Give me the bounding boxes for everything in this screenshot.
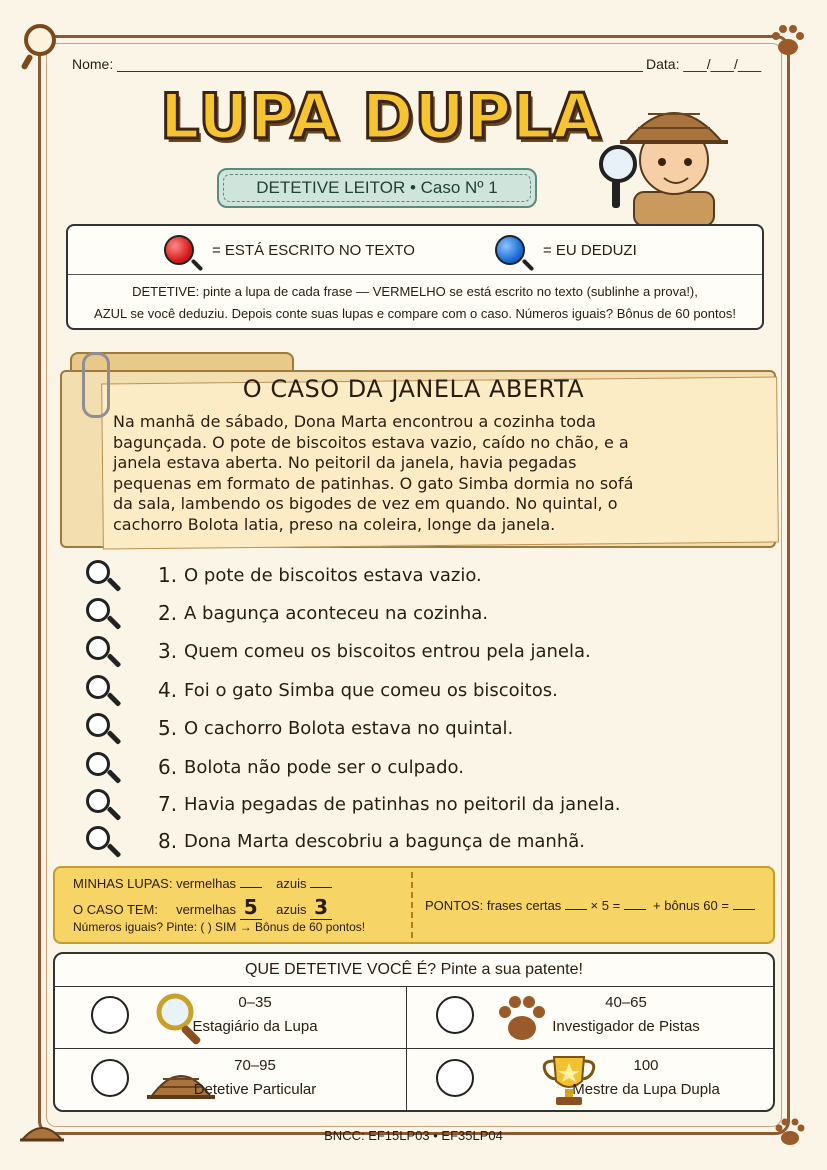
case-has-row: [73, 895, 332, 920]
rank-name: Detetive Particular: [193, 1081, 317, 1098]
case-text: [113, 412, 723, 535]
name-row: [72, 56, 643, 72]
question-number: 8.: [158, 829, 178, 853]
blue-word: azuis: [276, 902, 307, 917]
case-title: O CASO DA JANELA ABERTA: [242, 375, 585, 403]
rank-cell: [406, 1049, 765, 1112]
case-subtitle-badge: [217, 168, 537, 208]
question-row: [86, 786, 621, 822]
correct-count-field[interactable]: [565, 909, 587, 910]
question-text: Dona Marta descobriu a bagunça de manhã.: [184, 830, 586, 852]
question-number: 5.: [158, 716, 178, 740]
case-subtitle-text: DETETIVE LEITOR • Caso Nº 1: [256, 178, 498, 197]
rank-checkbox[interactable]: [91, 1059, 129, 1097]
name-label: Nome:: [72, 56, 114, 72]
case-has-label: O CASO TEM:: [73, 902, 158, 917]
page-title: LUPA DUPLA: [160, 80, 602, 153]
rank-range: 40–65: [605, 994, 647, 1011]
rank-name: Investigador de Pistas: [552, 1018, 700, 1035]
points-formula-2: + bônus 60 =: [653, 898, 729, 913]
my-blue-count-field[interactable]: [310, 887, 332, 888]
question-text: A bagunça aconteceu na cozinha.: [184, 602, 489, 624]
question-text: O pote de biscoitos estava vazio.: [184, 564, 482, 586]
legend-box: [66, 224, 764, 330]
rank-range: 70–95: [234, 1057, 276, 1074]
rank-checkbox[interactable]: [91, 996, 129, 1034]
case-line: Na manhã de sábado, Dona Marta encontrou a cozinha toda: [113, 412, 596, 431]
magnifier-icon[interactable]: [86, 598, 116, 628]
rank-cell: [55, 1049, 414, 1112]
paw-corner-icon: [768, 22, 808, 58]
detective-boy-illustration: [598, 84, 748, 226]
name-field[interactable]: [117, 71, 643, 72]
score-panel: [53, 866, 775, 944]
magnifier-corner-icon: [18, 20, 62, 70]
instructions: [68, 275, 762, 325]
red-word: vermelhas: [176, 902, 237, 917]
case-line: da sala, lambendo os bigodes de vez em quando. No quintal, o: [113, 494, 618, 513]
question-row: [86, 672, 558, 708]
question-row: [86, 749, 464, 785]
question-text: Quem comeu os biscoitos entrou pela janela.: [184, 640, 591, 662]
case-line: cachorro Bolota latia, preso na coleira, longe da janela.: [113, 514, 556, 534]
question-row: [86, 710, 514, 746]
magnifier-icon[interactable]: [86, 560, 116, 590]
question-number: 3.: [158, 639, 178, 663]
my-lupas-row: [73, 876, 332, 891]
rank-name: Estagiário da Lupa: [192, 1018, 318, 1035]
blue-magnifier-icon: [495, 235, 525, 265]
date-label: Data:: [646, 56, 680, 72]
question-number: 7.: [158, 792, 178, 816]
question-row: [86, 595, 489, 631]
case-blue-count: 3: [310, 895, 332, 920]
case-red-count: 5: [240, 895, 262, 920]
points-label: PONTOS: frases certas: [425, 898, 562, 913]
question-number: 2.: [158, 601, 178, 625]
magnifier-icon[interactable]: [86, 752, 116, 782]
case-line: bagunçada. O pote de biscoitos estava vazio, caído no chão, e a: [113, 432, 629, 452]
bncc-footer: BNCC: EF15LP03 • EF35LP04: [324, 1128, 503, 1143]
blue-legend-label: = EU DEDUZI: [542, 241, 637, 259]
equal-bonus-text: Números iguais? Pinte: ( ) SIM → Bônus de 60 pontos!: [73, 920, 366, 934]
rank-table: [53, 952, 775, 1112]
rank-checkbox[interactable]: [436, 996, 474, 1034]
magnifier-icon[interactable]: [86, 675, 116, 705]
date-field[interactable]: ___/___/___: [683, 56, 762, 72]
rank-cell: [55, 986, 414, 1049]
points-row: [425, 898, 755, 913]
points-subtotal-field[interactable]: [624, 909, 646, 910]
question-number: 4.: [158, 678, 178, 702]
question-row: [86, 823, 586, 859]
score-divider: [411, 872, 413, 938]
rank-title: QUE DETETIVE VOCÊ É? Pinte a sua patente!: [55, 954, 773, 987]
my-lupas-label: MINHAS LUPAS:: [73, 876, 173, 891]
question-number: 1.: [158, 563, 178, 587]
rank-checkbox[interactable]: [436, 1059, 474, 1097]
question-text: Havia pegadas de patinhas no peitoril da janela.: [184, 793, 621, 815]
question-number: 6.: [158, 755, 178, 779]
case-line: pequenas em formato de patinhas. O gato Simba dormia no sofá: [113, 473, 634, 493]
red-word: vermelhas: [176, 876, 237, 891]
date-row: [646, 56, 761, 72]
blue-word: azuis: [276, 876, 307, 891]
points-total-field[interactable]: [733, 909, 755, 910]
magnifier-icon[interactable]: [86, 789, 116, 819]
rank-cell: [406, 986, 765, 1049]
question-text: O cachorro Bolota estava no quintal.: [184, 717, 514, 739]
question-text: Foi o gato Simba que comeu os biscoitos.: [184, 679, 558, 701]
question-row: [86, 557, 482, 593]
red-legend-label: = ESTÁ ESCRITO NO TEXTO: [212, 241, 415, 259]
red-magnifier-icon: [164, 235, 194, 265]
case-line: janela estava aberta. No peitoril da janela, havia pegadas: [113, 453, 577, 472]
points-formula-1: × 5 =: [590, 898, 621, 913]
instructions-line-2: AZUL se você deduziu. Depois conte suas lupas e compare com o caso. Números iguais? Bônus de 60 pontos!: [94, 306, 736, 321]
magnifier-icon[interactable]: [86, 826, 116, 856]
rank-name: Mestre da Lupa Dupla: [572, 1081, 720, 1098]
instructions-line-1: DETETIVE: pinte a lupa de cada frase — VERMELHO se está escrito no texto (sublinhe a prova!),: [132, 284, 698, 299]
rank-range: 0–35: [238, 994, 272, 1011]
question-row: [86, 633, 591, 669]
magnifier-icon[interactable]: [86, 713, 116, 743]
magnifier-icon[interactable]: [86, 636, 116, 666]
rank-range: 100: [633, 1057, 659, 1074]
question-text: Bolota não pode ser o culpado.: [184, 756, 464, 778]
my-red-count-field[interactable]: [240, 887, 262, 888]
